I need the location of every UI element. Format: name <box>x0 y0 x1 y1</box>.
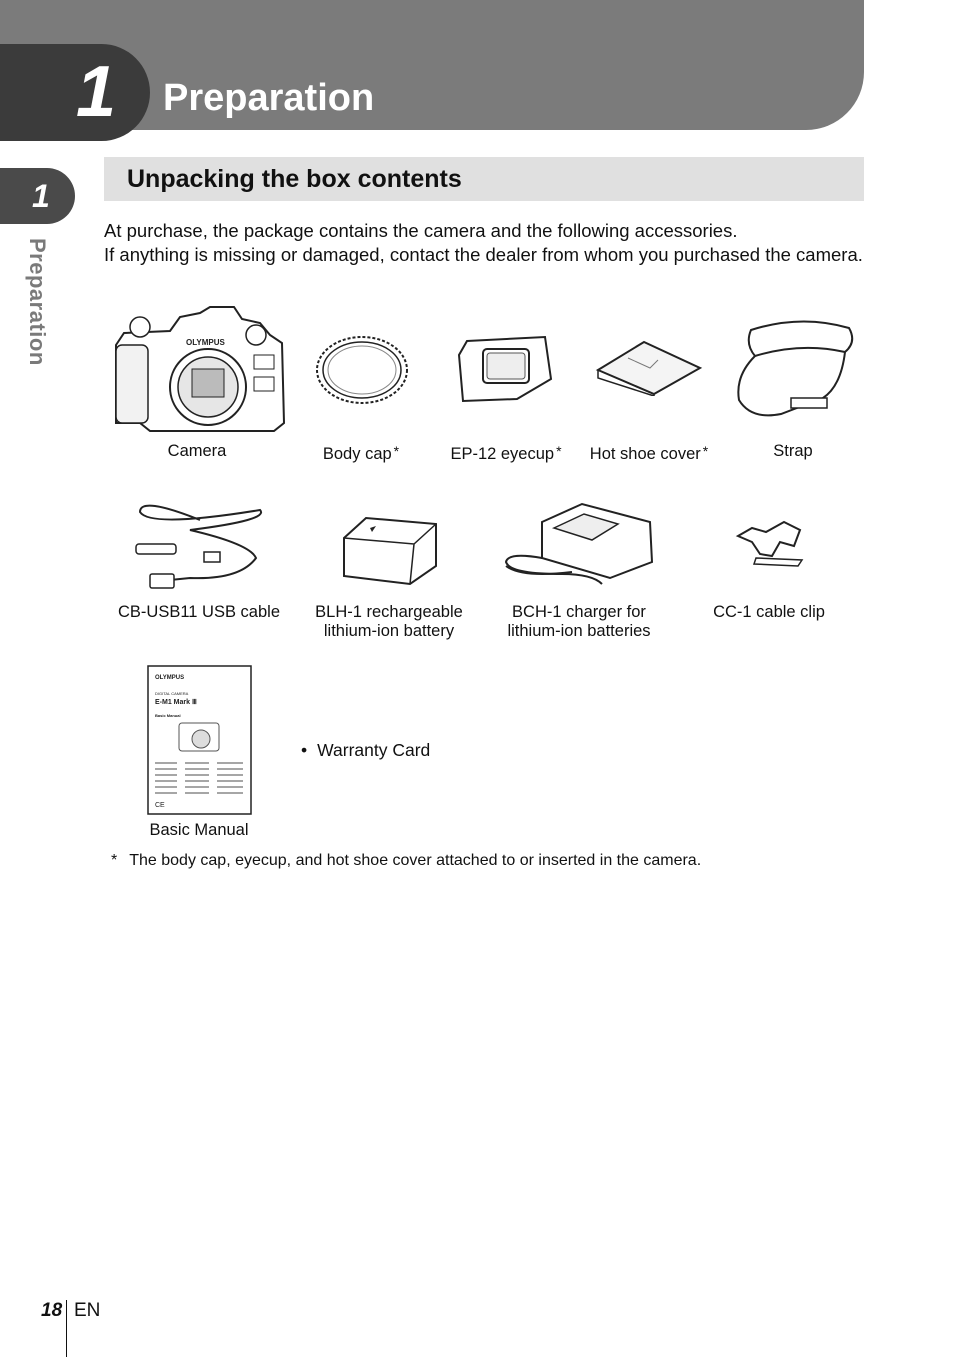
battery-label-line1: BLH-1 rechargeable <box>315 603 463 621</box>
page-language: EN <box>74 1300 101 1321</box>
eyecup-illustration <box>457 335 555 403</box>
usb-cable-caption <box>112 603 286 622</box>
hot-shoe-cover-label: Hot shoe cover <box>589 445 701 463</box>
usb-cable-label: CB-USB11 USB cable <box>117 603 280 621</box>
intro-line-1: At purchase, the package contains the camera and the following accessories. <box>104 220 738 241</box>
strap-illustration <box>731 316 857 424</box>
intro-line-2: If anything is missing or damaged, contact the dealer from whom you purchased the camera. <box>104 243 863 265</box>
strap-label: Strap <box>773 442 813 460</box>
charger-illustration <box>502 500 656 590</box>
manual-cover-ce: CE <box>155 802 165 809</box>
intro-text <box>104 219 864 266</box>
eyecup-label: EP-12 eyecup <box>450 445 555 463</box>
hot-shoe-cover-star: * <box>702 443 709 459</box>
warranty-bullet: • <box>301 740 308 760</box>
strap-caption <box>747 442 839 461</box>
side-chapter-label: Preparation <box>25 238 50 366</box>
camera-label: Camera <box>167 442 227 460</box>
camera-brand-text: OLYMPUS <box>186 338 225 347</box>
footnote <box>111 851 701 871</box>
side-chapter-number: 1 <box>32 178 50 214</box>
cable-clip-label: CC-1 cable clip <box>713 603 825 621</box>
chapter-number: 1 <box>76 52 117 132</box>
cable-clip-caption <box>702 603 836 622</box>
manual-cover-model: E-M1 Mark Ⅲ <box>155 699 197 706</box>
manual-cover-type: DIGITAL CAMERA <box>155 691 189 696</box>
battery-label-line2: lithium-ion battery <box>323 622 455 640</box>
manual-cover-title: Basic Manual <box>155 713 181 718</box>
body-cap-illustration <box>314 335 410 405</box>
warranty-item <box>301 739 430 761</box>
body-cap-caption <box>305 442 417 464</box>
footnote-mark: * <box>111 852 118 869</box>
battery-caption <box>304 603 474 641</box>
chapter-title: Preparation <box>163 77 375 119</box>
manual-cover-brand: OLYMPUS <box>155 675 185 681</box>
hot-shoe-cover-illustration <box>594 340 704 396</box>
usb-cable-illustration <box>130 500 270 596</box>
page-divider <box>66 1300 67 1357</box>
section-title: Unpacking the box contents <box>127 165 462 193</box>
chapter-number-tab <box>0 44 150 141</box>
camera-caption <box>138 442 256 461</box>
hot-shoe-cover-caption <box>581 442 717 464</box>
charger-label-line1: BCH-1 charger for <box>512 603 646 621</box>
basic-manual-illustration <box>147 665 252 815</box>
charger-label-line2: lithium-ion batteries <box>507 622 651 640</box>
warranty-text: Warranty Card <box>317 740 431 760</box>
eyecup-star: * <box>556 443 562 459</box>
cable-clip-illustration <box>732 518 806 568</box>
basic-manual-label: Basic Manual <box>149 821 249 839</box>
battery-illustration <box>340 514 440 586</box>
camera-illustration <box>110 305 286 435</box>
footnote-text: The body cap, eyecup, and hot shoe cover attached to or inserted in the camera. <box>129 852 702 869</box>
basic-manual-caption <box>130 821 268 840</box>
eyecup-caption <box>442 442 570 464</box>
charger-caption <box>494 603 664 641</box>
body-cap-label: Body cap <box>322 445 392 463</box>
body-cap-star: * <box>393 443 400 459</box>
page-number: 18 <box>41 1300 63 1321</box>
